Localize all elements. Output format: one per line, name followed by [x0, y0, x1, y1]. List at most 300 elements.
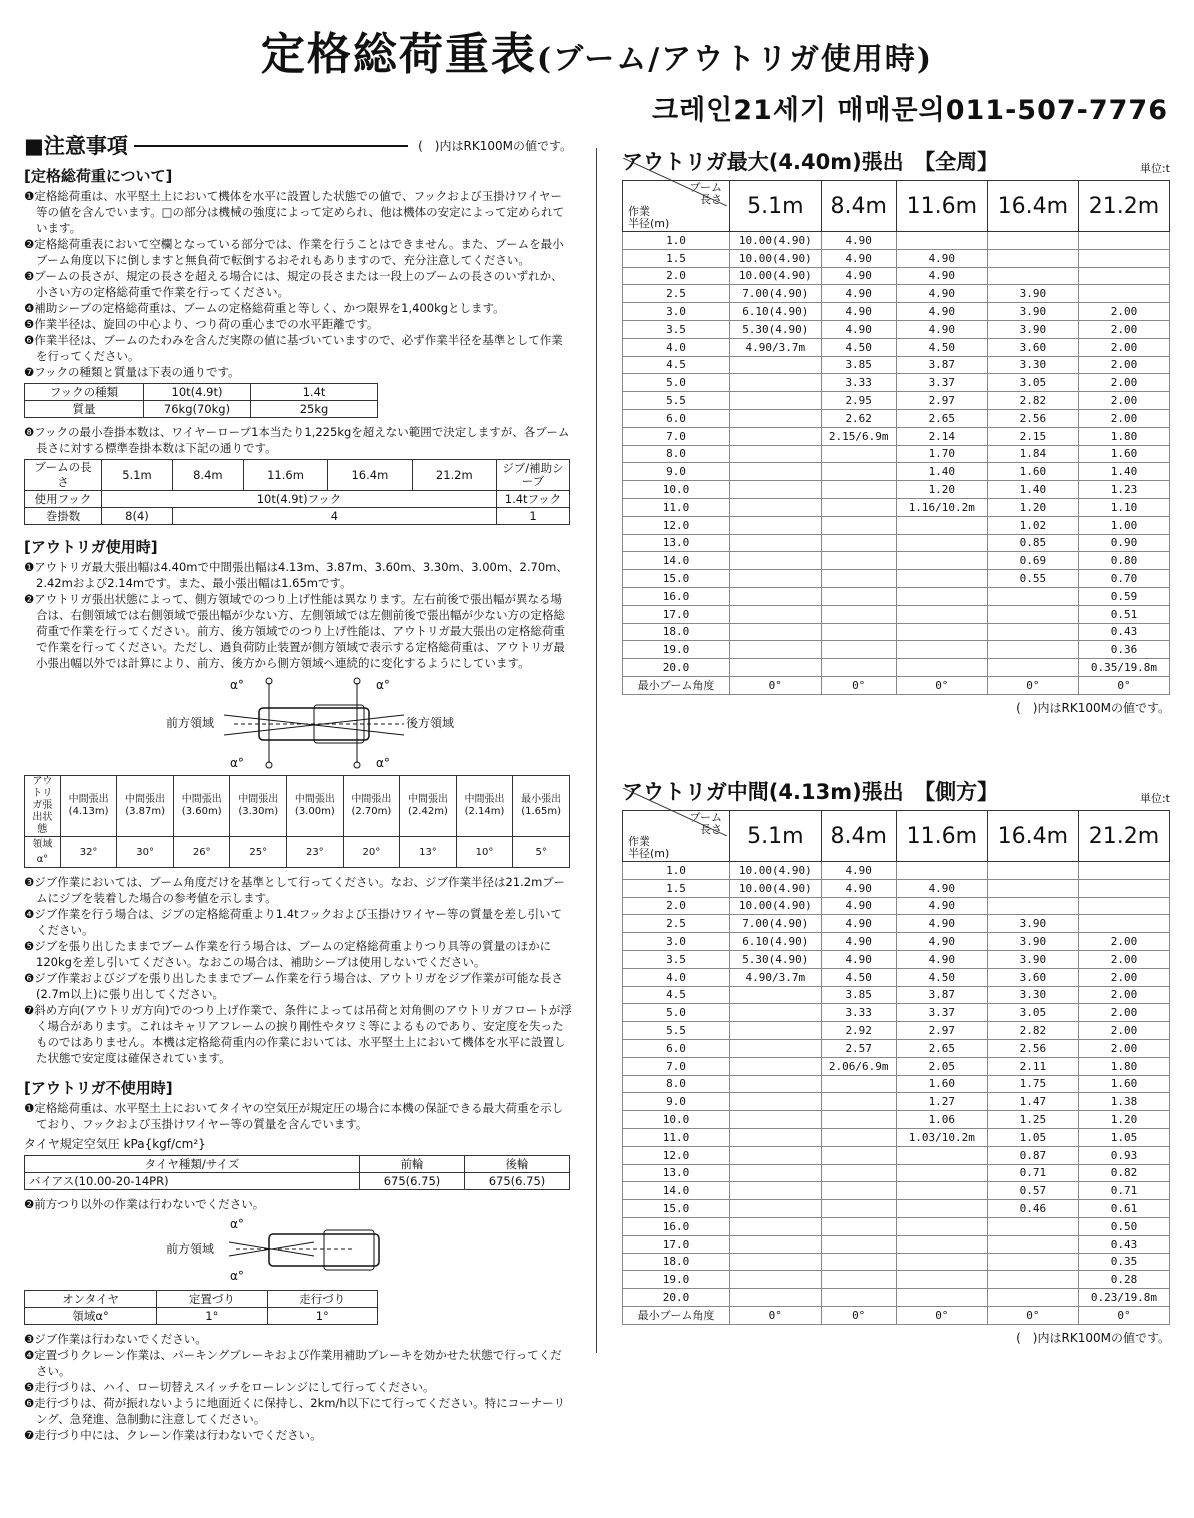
- load-cell: 4.90: [821, 950, 896, 968]
- load-cell: 6.10(4.90): [730, 933, 822, 951]
- load-cell: [821, 1164, 896, 1182]
- load-cell: [730, 605, 822, 623]
- load-cell: 1.20: [896, 481, 987, 499]
- load-cell: [821, 498, 896, 516]
- load-cell: 7.00(4.90): [730, 915, 822, 933]
- load-cell: [987, 659, 1078, 677]
- load-cell: 4.90: [821, 232, 896, 250]
- load-cell: 2.97: [896, 392, 987, 410]
- cell: 11.6m: [243, 460, 327, 491]
- table-row: [623, 303, 1170, 321]
- load-cell: 2.11: [987, 1057, 1078, 1075]
- load-cell: [730, 516, 822, 534]
- table-row: [623, 986, 1170, 1004]
- table-row: [623, 1093, 1170, 1111]
- load-cell: 3.30: [987, 986, 1078, 1004]
- min-angle-cell: 0°: [896, 1306, 987, 1324]
- load-cell: 0.28: [1078, 1271, 1169, 1289]
- note-item: ❺走行づりは、ハイ、ロー切替えスイッチをローレンジにして行ってください。: [24, 1380, 435, 1394]
- table-row: [623, 392, 1170, 410]
- load-cell: [987, 1253, 1078, 1271]
- load-cell: 3.37: [896, 374, 987, 392]
- load-cell: [821, 641, 896, 659]
- load-cell: 3.05: [987, 1004, 1078, 1022]
- load-cell: [821, 1289, 896, 1307]
- load-cell: 2.15: [987, 427, 1078, 445]
- table-row: [623, 933, 1170, 951]
- min-angle-cell: 0°: [730, 1306, 822, 1324]
- load-cell: 2.95: [821, 392, 896, 410]
- cell: 中間張出(3.87m): [117, 776, 174, 837]
- table-row: [623, 968, 1170, 986]
- cell: 1°: [267, 1308, 377, 1325]
- table1-title: アウトリガ最大(4.40m)張出 【全周】: [622, 150, 999, 174]
- table-row: [623, 534, 1170, 552]
- angle-table: [24, 775, 570, 868]
- cell: ブームの長さ: [25, 460, 102, 491]
- radius-cell: 5.5: [623, 392, 730, 410]
- load-cell: 4.90: [821, 862, 896, 880]
- radius-cell: 14.0: [623, 1182, 730, 1200]
- cell: オンタイヤ: [25, 1291, 157, 1308]
- table-row: [623, 623, 1170, 641]
- load-cell: [821, 1146, 896, 1164]
- radius-cell: 1.0: [623, 232, 730, 250]
- load-cell: [730, 1200, 822, 1218]
- load-cell: [821, 1128, 896, 1146]
- load-cell: 3.60: [987, 968, 1078, 986]
- boom-length-header: 21.2m: [1078, 181, 1169, 232]
- load-cell: 1.60: [1078, 1075, 1169, 1093]
- cell: 76kg(70kg): [144, 401, 251, 418]
- cell: 中間張出(3.30m): [230, 776, 287, 837]
- notes-column: [24, 134, 572, 1443]
- sec1-item8: ❽フックの最小巻掛本数は、ワイヤーロープ1本当たり1,225kgを超えない範囲で決定しますが、各ブーム長さに対する標準巻掛本数は下記の通りです。: [24, 425, 570, 455]
- load-cell: [987, 879, 1078, 897]
- load-cell: 2.56: [987, 409, 1078, 427]
- load-cell: 4.90: [896, 320, 987, 338]
- cell: 質量: [25, 401, 144, 418]
- heading-rule: [134, 145, 408, 147]
- note-item: ❺作業半径は、旋回の中心より、つり荷の重心までの水平距離です。: [24, 317, 379, 331]
- table-row: [623, 338, 1170, 356]
- load-cell: 1.20: [1078, 1111, 1169, 1129]
- load-cell: 2.15/6.9m: [821, 427, 896, 445]
- load-cell: [730, 481, 822, 499]
- load-table-1: [622, 180, 1170, 695]
- load-cell: [821, 1271, 896, 1289]
- load-cell: [730, 534, 822, 552]
- cell: 32°: [60, 837, 117, 868]
- load-cell: [1078, 915, 1169, 933]
- load-cell: [821, 1075, 896, 1093]
- load-cell: 0.90: [1078, 534, 1169, 552]
- load-cell: [987, 641, 1078, 659]
- load-cell: [821, 445, 896, 463]
- cell: 8(4): [102, 508, 173, 525]
- load-cell: [730, 1289, 822, 1307]
- table2-foot: ( )内はRK100Mの値です。: [1016, 1330, 1170, 1345]
- load-cell: 1.80: [1078, 427, 1169, 445]
- contact-text: 크레인21세기 매매문의011-507-7776: [652, 95, 1168, 126]
- min-angle-cell: 0°: [896, 676, 987, 694]
- load-cell: [730, 1235, 822, 1253]
- load-cell: [730, 552, 822, 570]
- load-cell: 2.62: [821, 409, 896, 427]
- load-cell: [730, 1022, 822, 1040]
- load-cell: 2.00: [1078, 950, 1169, 968]
- radius-cell: 11.0: [623, 1128, 730, 1146]
- radius-cell: 15.0: [623, 1200, 730, 1218]
- radius-cell: 8.0: [623, 1075, 730, 1093]
- notes-heading-text: ■注意事項: [24, 134, 128, 158]
- sec3-title: [アウトリガ不使用時]: [24, 1079, 173, 1097]
- note-item: ❶定格総荷重は、水平堅土上において機体を水平に設置した状態での値で、フックおよび玉掛けワイヤー等の値を含んでいます。□の部分は機械の強度によって定められ、他は機体の安定によって定められています。: [24, 189, 565, 235]
- radius-cell: 3.5: [623, 950, 730, 968]
- sec2-items: [24, 559, 572, 671]
- cell: 21.2m: [412, 460, 496, 491]
- cell: 走行づり: [267, 1291, 377, 1308]
- load-cell: 4.90/3.7m: [730, 968, 822, 986]
- load-cell: 3.85: [821, 356, 896, 374]
- load-cell: [896, 605, 987, 623]
- alpha-label: α°: [376, 756, 390, 770]
- cell: バイアス(10.00-20-14PR): [25, 1173, 360, 1190]
- load-cell: 2.00: [1078, 356, 1169, 374]
- load-cell: [730, 374, 822, 392]
- load-cell: [730, 1146, 822, 1164]
- radius-cell: 1.0: [623, 862, 730, 880]
- cell: 定置づり: [157, 1291, 267, 1308]
- load-cell: 3.90: [987, 933, 1078, 951]
- note-item: ❼斜め方向(アウトリガ方向)でのつり上げ作業で、条件によっては吊荷と対角側のアウトリガフロートが浮く場合があります。これはキャリアフレームの捩り剛性やタワミ等によるものであり、安定度を失ったものではありません。本機は定格総荷重内の作業においては、水平堅土上において機体を水平に設置した状態で安定度は確保されています。: [24, 1003, 572, 1065]
- load-cell: 1.05: [987, 1128, 1078, 1146]
- table1-foot: ( )内はRK100Mの値です。: [1016, 700, 1170, 715]
- load-cell: 2.82: [987, 1022, 1078, 1040]
- load-cell: 5.30(4.90): [730, 950, 822, 968]
- cell: 23°: [287, 837, 344, 868]
- load-cell: [730, 1253, 822, 1271]
- load-cell: [730, 463, 822, 481]
- table-row: [623, 1022, 1170, 1040]
- load-cell: [896, 570, 987, 588]
- boom-length-header: 8.4m: [821, 811, 896, 862]
- cell: 5°: [513, 837, 570, 868]
- load-cell: [987, 1289, 1078, 1307]
- load-cell: 2.00: [1078, 320, 1169, 338]
- load-cell: [730, 392, 822, 410]
- note-item: ❹定置づりクレーン作業は、パーキングブレーキおよび作業用補助ブレーキを効かせた状態で行ってください。: [24, 1348, 562, 1378]
- table-row: [623, 1182, 1170, 1200]
- load-cell: 1.38: [1078, 1093, 1169, 1111]
- min-angle-label: 最小ブーム角度: [623, 1306, 730, 1324]
- load-cell: 4.90: [896, 285, 987, 303]
- load-table-2: [622, 810, 1170, 1325]
- radius-cell: 8.0: [623, 445, 730, 463]
- load-cell: 1.80: [1078, 1057, 1169, 1075]
- cell: 巻掛数: [25, 508, 102, 525]
- load-cell: [896, 1217, 987, 1235]
- table-row: [623, 605, 1170, 623]
- radius-cell: 17.0: [623, 1235, 730, 1253]
- load-cell: 4.90: [896, 249, 987, 267]
- load-cell: 0.51: [1078, 605, 1169, 623]
- boom-length-header: 21.2m: [1078, 811, 1169, 862]
- radius-cell: 7.0: [623, 427, 730, 445]
- load-cell: [730, 659, 822, 677]
- load-cell: 2.00: [1078, 1004, 1169, 1022]
- hook-table: [24, 383, 378, 418]
- cell: アウトリガ張出状態: [25, 776, 61, 837]
- load-cell: 3.87: [896, 986, 987, 1004]
- cell: タイヤ種類/サイズ: [25, 1156, 360, 1173]
- cell: 16.4m: [328, 460, 412, 491]
- outrigger-diagram: [24, 675, 572, 771]
- load-cell: [896, 1289, 987, 1307]
- radius-cell: 4.5: [623, 986, 730, 1004]
- radius-cell: 16.0: [623, 587, 730, 605]
- load-cell: 0.61: [1078, 1200, 1169, 1218]
- min-angle-cell: 0°: [821, 676, 896, 694]
- front-area-label: 前方領域: [166, 1242, 215, 1256]
- table-row: [623, 374, 1170, 392]
- load-cell: 2.14: [896, 427, 987, 445]
- column-divider: [596, 148, 597, 1353]
- cell: 10t(4.9t): [144, 384, 251, 401]
- load-cell: 2.00: [1078, 986, 1169, 1004]
- load-cell: [987, 897, 1078, 915]
- load-cell: 0.36: [1078, 641, 1169, 659]
- load-cell: [896, 1164, 987, 1182]
- min-angle-label: 最小ブーム角度: [623, 676, 730, 694]
- radius-cell: 4.0: [623, 338, 730, 356]
- table-row: [623, 267, 1170, 285]
- load-cell: [730, 1004, 822, 1022]
- table-row: [623, 232, 1170, 250]
- table-row: [623, 320, 1170, 338]
- load-cell: 1.05: [1078, 1128, 1169, 1146]
- load-cell: [730, 570, 822, 588]
- rear-area-label: 後方領域: [406, 716, 455, 730]
- ontire-table: [24, 1290, 378, 1325]
- radius-cell: 18.0: [623, 1253, 730, 1271]
- load-cell: 3.33: [821, 1004, 896, 1022]
- load-cell: 3.90: [987, 285, 1078, 303]
- load-cell: [896, 1271, 987, 1289]
- load-cell: [730, 1075, 822, 1093]
- radius-cell: 3.0: [623, 933, 730, 951]
- load-cell: [896, 1146, 987, 1164]
- note-item: ❺ジブを張り出したままでブーム作業を行う場合は、ブームの定格総荷重よりつり具等の質量のほかに120kgを差し引いてください。なおこの場合は、補助シーブは使用しないでください。: [24, 939, 552, 969]
- boom-length-header: 11.6m: [896, 181, 987, 232]
- load-cell: 1.10: [1078, 498, 1169, 516]
- cell: 前輪: [360, 1156, 465, 1173]
- radius-cell: 17.0: [623, 605, 730, 623]
- load-cell: 0.55: [987, 570, 1078, 588]
- radius-cell: 4.5: [623, 356, 730, 374]
- load-cell: 1.06: [896, 1111, 987, 1129]
- radius-cell: 12.0: [623, 516, 730, 534]
- cell: 中間張出(2.42m): [400, 776, 457, 837]
- cell: ジブ/補助シーブ: [497, 460, 570, 491]
- load-cell: [730, 427, 822, 445]
- cell: 最小張出(1.65m): [513, 776, 570, 837]
- radius-cell: 10.0: [623, 481, 730, 499]
- cell: フックの種類: [25, 384, 144, 401]
- table-row: [623, 409, 1170, 427]
- radius-cell: 5.0: [623, 1004, 730, 1022]
- radius-cell: 12.0: [623, 1146, 730, 1164]
- boom-length-header: 5.1m: [730, 181, 822, 232]
- load-cell: 4.90: [896, 897, 987, 915]
- load-cell: 2.00: [1078, 338, 1169, 356]
- radius-cell: 1.5: [623, 879, 730, 897]
- load-cell: 4.90: [821, 915, 896, 933]
- load-cell: 3.05: [987, 374, 1078, 392]
- table-row: [623, 516, 1170, 534]
- load-cell: 0.43: [1078, 623, 1169, 641]
- load-cell: 1.27: [896, 1093, 987, 1111]
- load-cell: 2.00: [1078, 374, 1169, 392]
- load-cell: 7.00(4.90): [730, 285, 822, 303]
- cell: 1°: [157, 1308, 267, 1325]
- load-cell: [821, 623, 896, 641]
- note-item: ❻ジブ作業およびジブを張り出したままでブーム作業を行う場合は、アウトリガをジブ作業が可能な長さ(2.7m以上)に張り出してください。: [24, 971, 563, 1001]
- cell: 使用フック: [25, 491, 102, 508]
- load-cell: 1.03/10.2m: [896, 1128, 987, 1146]
- min-angle-cell: 0°: [730, 676, 822, 694]
- load-cell: 3.87: [896, 356, 987, 374]
- note-item: ❷定格総荷重表において空欄となっている部分では、作業を行うことはできません。また、ブームを最小ブーム角度以下に倒しますと無負荷で転倒するおそれもありますので、充分注意してください。: [24, 237, 564, 267]
- load-cell: 4.90: [821, 897, 896, 915]
- load-cell: [987, 249, 1078, 267]
- sec3-items: [24, 1100, 572, 1132]
- load-cell: [1078, 879, 1169, 897]
- load-cell: [987, 1271, 1078, 1289]
- load-cell: 1.60: [987, 463, 1078, 481]
- cell: 26°: [173, 837, 230, 868]
- notes-heading: [24, 134, 572, 158]
- angle-table-row: [25, 837, 570, 868]
- cell: 5.1m: [102, 460, 173, 491]
- load-cell: 1.75: [987, 1075, 1078, 1093]
- load-cell: [1078, 249, 1169, 267]
- corner-top2: 長さ: [700, 193, 722, 206]
- load-cell: [730, 641, 822, 659]
- boom-length-header: 11.6m: [896, 811, 987, 862]
- load-cell: [1078, 285, 1169, 303]
- load-cell: 0.43: [1078, 1235, 1169, 1253]
- table-row: [623, 1111, 1170, 1129]
- load-cell: 0.46: [987, 1200, 1078, 1218]
- radius-cell: 2.0: [623, 267, 730, 285]
- table-row: [623, 1057, 1170, 1075]
- corner-bottom: 作業: [628, 835, 650, 848]
- load-cell: 0.80: [1078, 552, 1169, 570]
- table-header-row: [623, 811, 1170, 862]
- table-row: [623, 950, 1170, 968]
- note-item: ❶アウトリガ最大張出幅は4.40mで中間張出幅は4.13m、3.87m、3.60m、3.30m、3.00m、2.70m、2.42mおよび2.14mです。また、最小張出幅は1.65mです。: [24, 560, 568, 590]
- table-row: [623, 1289, 1170, 1307]
- load-cell: 2.65: [896, 409, 987, 427]
- load-cell: [730, 1039, 822, 1057]
- load-cell: 2.56: [987, 1039, 1078, 1057]
- cell: 1.4t: [251, 384, 378, 401]
- corner-bottom2: 半径(m): [628, 217, 670, 230]
- load-cell: 4.90: [896, 950, 987, 968]
- min-angle-cell: 0°: [1078, 676, 1169, 694]
- cell: 1: [497, 508, 570, 525]
- load-cell: 1.47: [987, 1093, 1078, 1111]
- radius-cell: 6.0: [623, 1039, 730, 1057]
- cell: 25kg: [251, 401, 378, 418]
- table-row: [623, 1164, 1170, 1182]
- radius-cell: 13.0: [623, 1164, 730, 1182]
- corner-bottom2: 半径(m): [628, 847, 670, 860]
- sec1-title: [定格総荷重について]: [24, 167, 173, 185]
- radius-cell: 5.0: [623, 374, 730, 392]
- boom-length-header: 16.4m: [987, 811, 1078, 862]
- sec2-title: [アウトリガ使用時]: [24, 538, 158, 556]
- load-cell: [987, 232, 1078, 250]
- radius-cell: 3.0: [623, 303, 730, 321]
- alpha-label: α°: [230, 678, 244, 692]
- table-row: [623, 659, 1170, 677]
- cell: 中間張出(3.00m): [287, 776, 344, 837]
- cell: 8.4m: [172, 460, 243, 491]
- table-row: [623, 552, 1170, 570]
- table-row: [623, 1253, 1170, 1271]
- load-cell: 6.10(4.90): [730, 303, 822, 321]
- load-cell: [821, 1253, 896, 1271]
- load-cell: 3.90: [987, 950, 1078, 968]
- load-cell: 1.40: [1078, 463, 1169, 481]
- title-main: 定格総荷重表: [260, 29, 537, 80]
- corner-cell: [623, 811, 730, 862]
- table-row: [623, 481, 1170, 499]
- ontire-diagram: [24, 1216, 572, 1286]
- radius-cell: 20.0: [623, 1289, 730, 1307]
- load-cell: [1078, 232, 1169, 250]
- load-cell: 1.40: [987, 481, 1078, 499]
- radius-cell: 19.0: [623, 641, 730, 659]
- table-row: [623, 1128, 1170, 1146]
- load-cell: 0.93: [1078, 1146, 1169, 1164]
- corner-top2: 長さ: [700, 823, 722, 836]
- cell: 1.4tフック: [497, 491, 570, 508]
- load-cell: [730, 409, 822, 427]
- load-cell: [987, 862, 1078, 880]
- load-cell: 10.00(4.90): [730, 232, 822, 250]
- load-cell: 1.20: [987, 498, 1078, 516]
- alpha-label: α°: [230, 1217, 244, 1231]
- table1-block: [622, 146, 1170, 716]
- load-cell: 4.50: [821, 968, 896, 986]
- load-cell: [730, 1217, 822, 1235]
- load-cell: [896, 1235, 987, 1253]
- load-cell: 4.90: [896, 915, 987, 933]
- note-item: ❹補助シーブの定格総荷重は、ブームの定格総荷重と等しく、かつ限界を1,400kgとします。: [24, 301, 505, 315]
- sec2-items2: [24, 874, 572, 1066]
- page-title: [0, 18, 1194, 82]
- load-cell: 3.33: [821, 374, 896, 392]
- load-cell: 0.69: [987, 552, 1078, 570]
- load-cell: [730, 1164, 822, 1182]
- table2-title: アウトリガ中間(4.13m)張出 【側方】: [622, 780, 999, 804]
- tire-table: [24, 1155, 570, 1190]
- cell: 4: [172, 508, 496, 525]
- load-cell: 4.90: [821, 303, 896, 321]
